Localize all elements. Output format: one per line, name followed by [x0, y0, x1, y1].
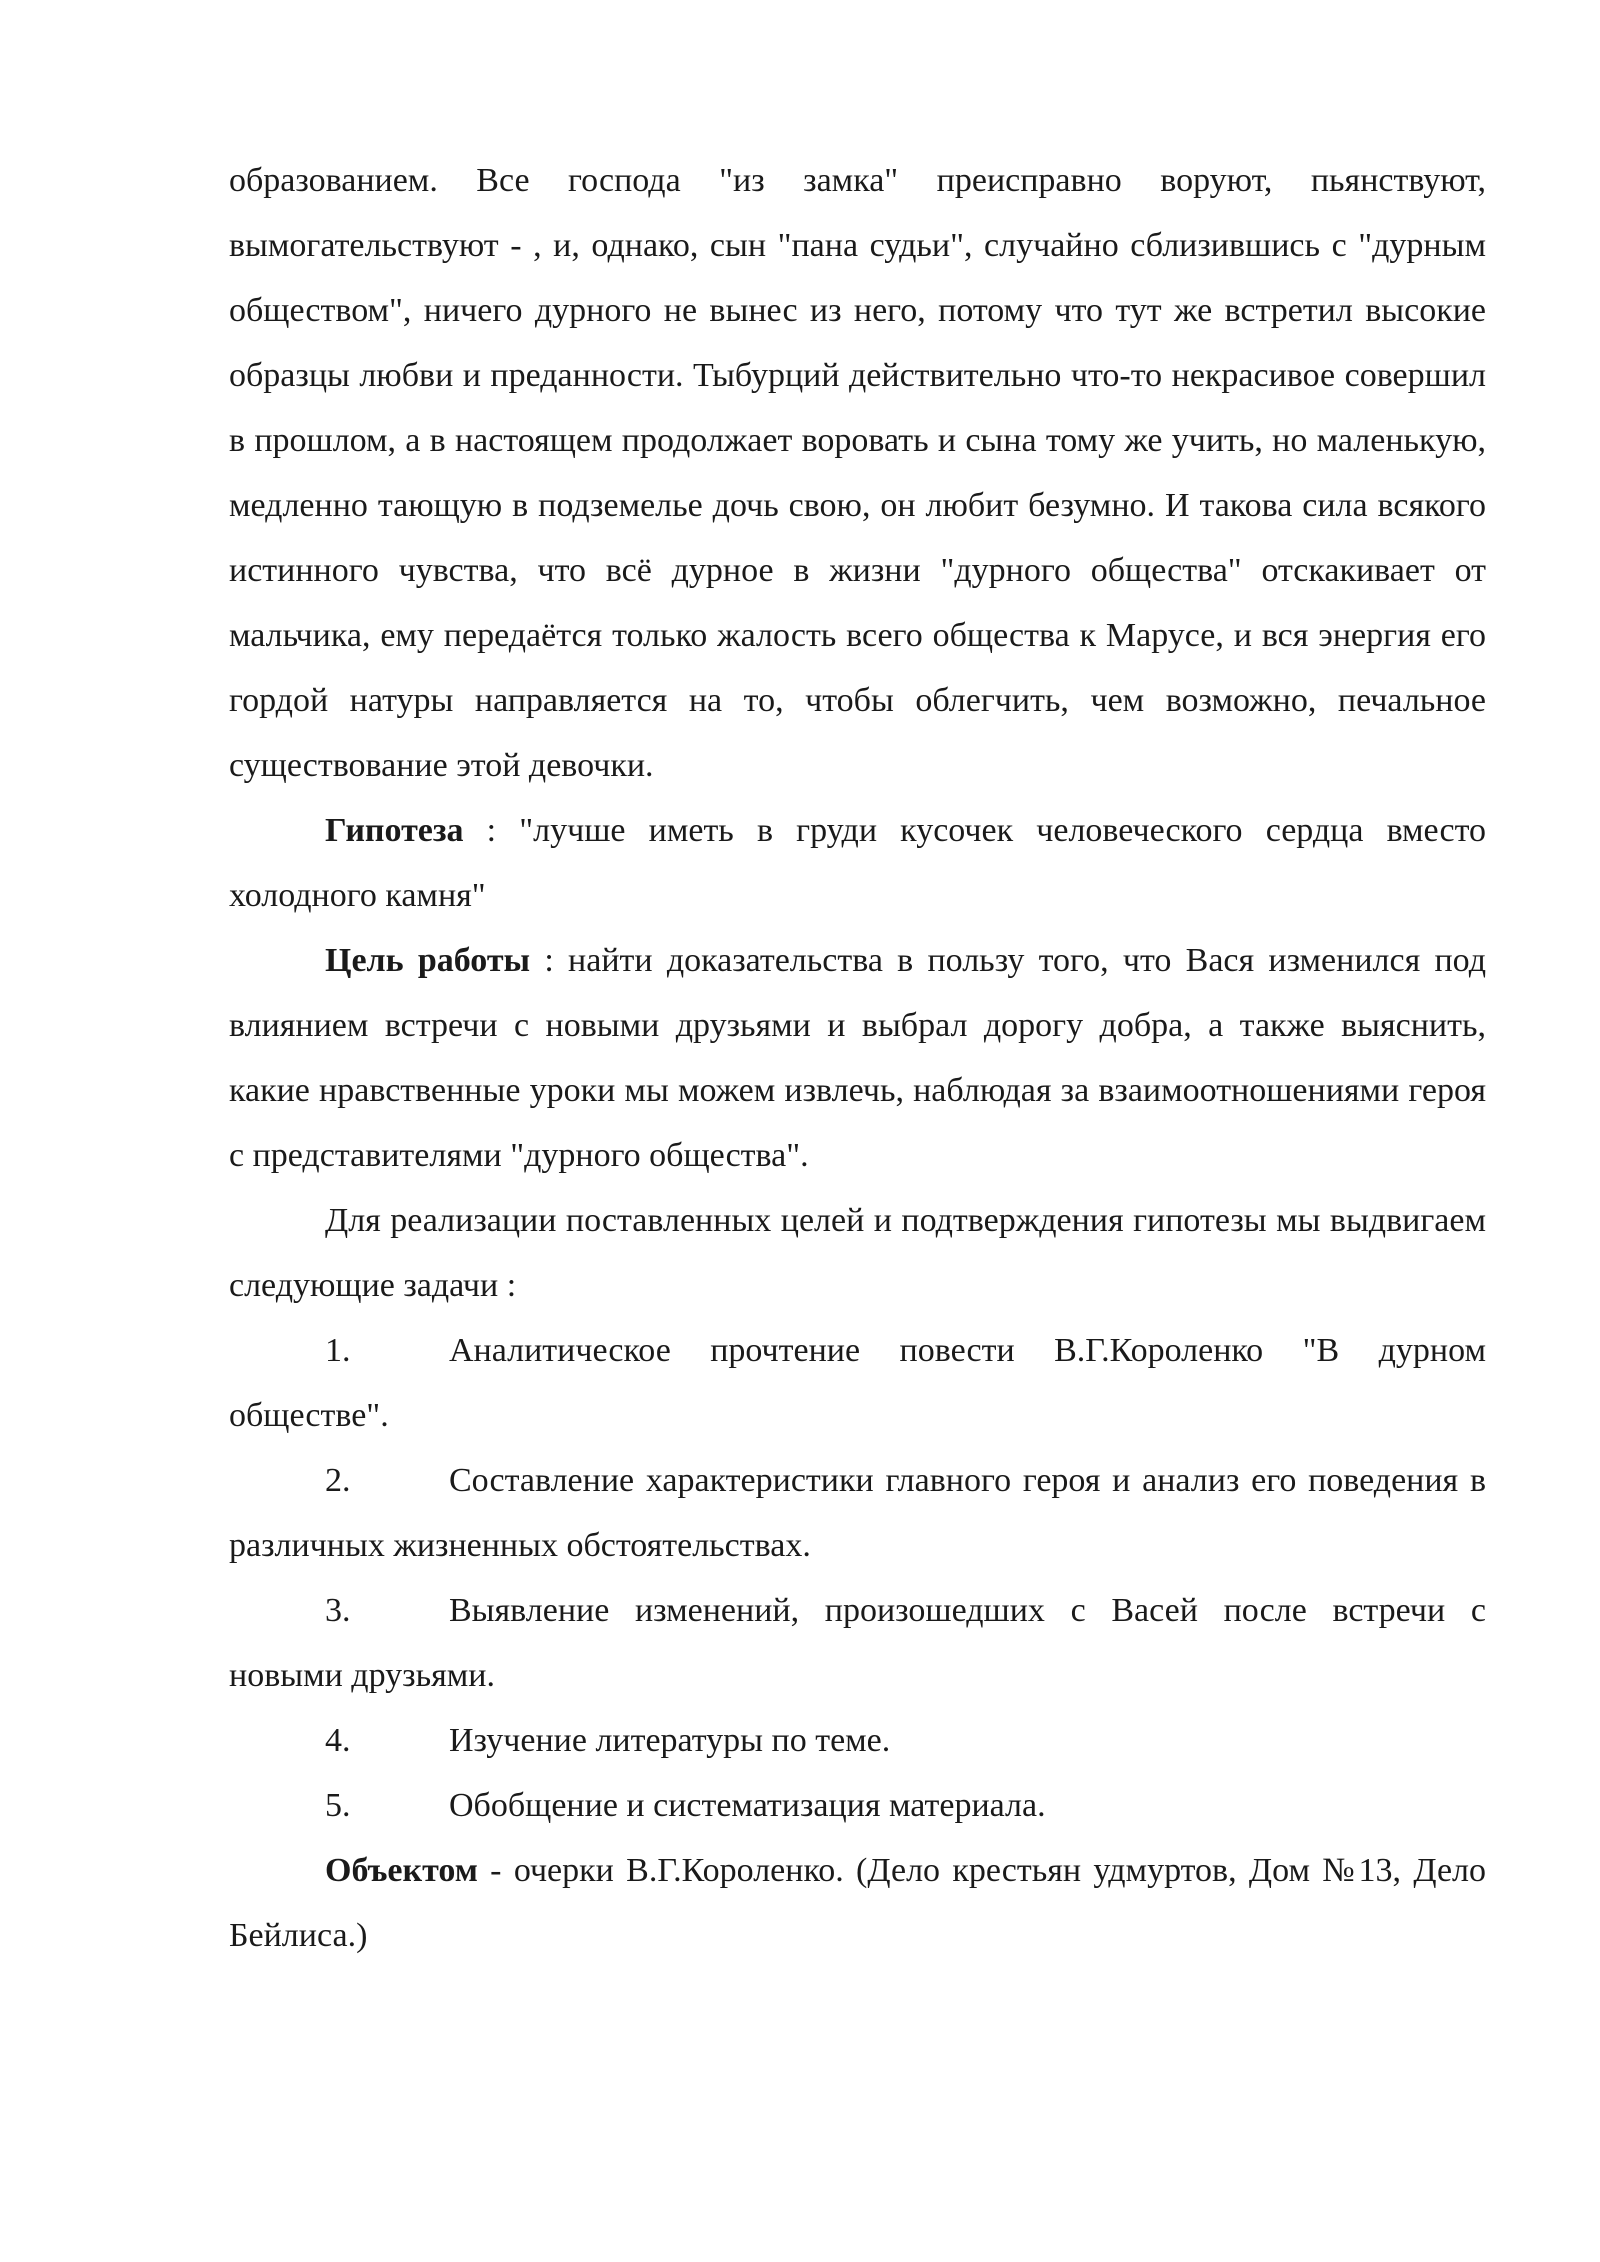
tasks-intro-paragraph: Для реализации поставленных целей и подтверждения гипотезы мы выдвигаем следующие задачи :: [229, 1202, 1486, 1304]
task-number: 2.: [325, 1462, 351, 1499]
task-text: Аналитическое прочтение повести В.Г.Короленко "В дурном обществе".: [229, 1332, 1486, 1434]
task-number: 5.: [325, 1787, 351, 1824]
task-item-2: [229, 1448, 1486, 1578]
task-text: Обобщение и систематизация материала.: [449, 1787, 1046, 1824]
task-item-3: [229, 1578, 1486, 1708]
task-item-5: [229, 1773, 1486, 1838]
document-body: [229, 148, 1486, 1968]
goal-text: : найти доказательства в пользу того, что Вася изменился под влиянием встречи с новыми друзьями и выбрал дорогу добра, а также выяснить, какие нравственные уроки мы можем извлечь, наблюдая за взаимоотношениями героя с представителями "дурного общества".: [229, 942, 1486, 1174]
task-text: Изучение литературы по теме.: [449, 1722, 891, 1759]
goal-label: Цель работы: [325, 942, 531, 979]
hypothesis-label: Гипотеза: [325, 812, 464, 849]
task-number: 1.: [325, 1332, 351, 1369]
hypothesis-paragraph: [229, 798, 1486, 928]
hypothesis-text: : "лучше иметь в груди кусочек человеческого сердца вместо холодного камня": [229, 812, 1486, 914]
task-text: Составление характеристики главного героя и анализ его поведения в различных жизненных обстоятельствах.: [229, 1462, 1486, 1564]
object-paragraph: [229, 1838, 1486, 1968]
task-item-1: [229, 1318, 1486, 1448]
task-text: Выявление изменений, произошедших с Васей после встречи с новыми друзьями.: [229, 1592, 1486, 1694]
goal-paragraph: [229, 928, 1486, 1188]
object-label: Объектом: [325, 1852, 478, 1889]
object-text: - очерки В.Г.Короленко. (Дело крестьян удмуртов, Дом №13, Дело Бейлиса.): [229, 1852, 1486, 1954]
task-item-4: [229, 1708, 1486, 1773]
intro-paragraph: образованием. Все господа "из замка" преисправно воруют, пьянствуют, вымогательствуют - , и, однако, сын "пана судьи", случайно сблизившись с "дурным обществом", ничего дурного не вынес из него, потому что тут же встретил высокие образцы любви и преданности. Тыбурций действительно что-то некрасивое совершил в прошлом, а в настоящем продолжает воровать и сына тому же учить, но маленькую, медленно тающую в подземелье дочь свою, он любит безумно. И такова сила всякого истинного чувства, что всё дурное в жизни "дурного общества" отскакивает от мальчика, ему передаётся только жалость всего общества к Марусе, и вся энергия его гордой натуры направляется на то, чтобы облегчить, чем возможно, печальное существование этой девочки.: [229, 162, 1486, 784]
task-number: 3.: [325, 1592, 351, 1629]
task-number: 4.: [325, 1722, 351, 1759]
